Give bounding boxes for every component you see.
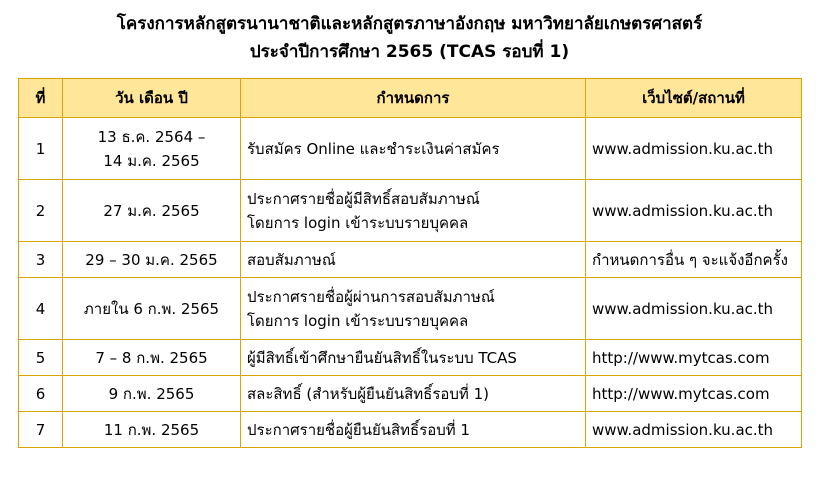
cell-date-line: 14 ม.ค. 2565 [103,151,200,170]
cell-description-line: รับสมัคร Online และชำระเงินค่าสมัคร [247,139,500,158]
table-row [19,376,802,412]
table-body [19,118,802,448]
cell-website [586,242,802,278]
cell-date [63,376,241,412]
document-title [0,0,819,66]
title-line-1: โครงการหลักสูตรนานาชาติและหลักสูตรภาษาอังกฤษ มหาวิทยาลัยเกษตรศาสตร์ [116,14,703,34]
cell-website [586,118,802,180]
cell-no: 7 [19,412,63,448]
cell-no: 1 [19,118,63,180]
cell-website-line: http://www.mytcas.com [592,384,770,403]
table-row [19,340,802,376]
table-header-row [19,79,802,118]
cell-description [241,180,586,242]
cell-description [241,412,586,448]
cell-date-line: 7 – 8 ก.พ. 2565 [95,348,208,367]
cell-website-line: http://www.mytcas.com [592,348,770,367]
column-header-website: เว็บไซต์/สถานที่ [586,79,802,118]
column-header-date: วัน เดือน ปี [63,79,241,118]
cell-date [63,412,241,448]
cell-date [63,278,241,340]
cell-date [63,118,241,180]
cell-description-line: สอบสัมภาษณ์ [247,250,336,269]
cell-description [241,278,586,340]
cell-date-line: 29 – 30 ม.ค. 2565 [85,250,218,269]
schedule-table-wrap [18,78,801,448]
cell-website-line: www.admission.ku.ac.th [592,201,774,220]
cell-website [586,412,802,448]
table-header [19,79,802,118]
cell-description-line: สละสิทธิ์ (สำหรับผู้ยืนยันสิทธิ์รอบที่ 1) [247,384,489,403]
cell-date [63,340,241,376]
cell-website [586,340,802,376]
cell-date-line: 27 ม.ค. 2565 [103,201,200,220]
cell-description [241,340,586,376]
cell-no: 2 [19,180,63,242]
cell-description [241,376,586,412]
table-row [19,180,802,242]
table-row [19,242,802,278]
cell-description-line: โดยการ login เข้าระบบรายบุคคล [247,311,469,330]
cell-date [63,242,241,278]
cell-no: 5 [19,340,63,376]
cell-date [63,180,241,242]
cell-website [586,376,802,412]
schedule-table [18,78,802,448]
cell-date-line: 11 ก.พ. 2565 [103,420,200,439]
cell-date-line: 9 ก.พ. 2565 [108,384,195,403]
cell-description-line: ประกาศรายชื่อผู้มีสิทธิ์สอบสัมภาษณ์ [247,189,480,208]
cell-description [241,242,586,278]
title-line-2: ประจำปีการศึกษา 2565 (TCAS รอบที่ 1) [249,42,570,62]
column-header-description: กำหนดการ [241,79,586,118]
cell-description-line: ผู้มีสิทธิ์เข้าศึกษายืนยันสิทธิ์ในระบบ TCAS [247,348,517,367]
cell-description-line: ประกาศรายชื่อผู้ยืนยันสิทธิ์รอบที่ 1 [247,420,470,439]
cell-description-line: ประกาศรายชื่อผู้ผ่านการสอบสัมภาษณ์ [247,287,495,306]
table-row [19,412,802,448]
cell-no: 4 [19,278,63,340]
cell-website-line: www.admission.ku.ac.th [592,299,774,318]
table-row [19,118,802,180]
cell-website-line: กำหนดการอื่น ๆ จะแจ้งอีกครั้ง [592,250,788,269]
cell-no: 6 [19,376,63,412]
cell-no: 3 [19,242,63,278]
cell-date-line: ภายใน 6 ก.พ. 2565 [83,299,220,318]
cell-description-line: โดยการ login เข้าระบบรายบุคคล [247,213,469,232]
cell-description [241,118,586,180]
cell-website-line: www.admission.ku.ac.th [592,420,774,439]
cell-date-line: 13 ธ.ค. 2564 – [97,127,206,146]
cell-website [586,180,802,242]
cell-website [586,278,802,340]
column-header-no: ที่ [19,79,63,118]
cell-website-line: www.admission.ku.ac.th [592,139,774,158]
table-row [19,278,802,340]
